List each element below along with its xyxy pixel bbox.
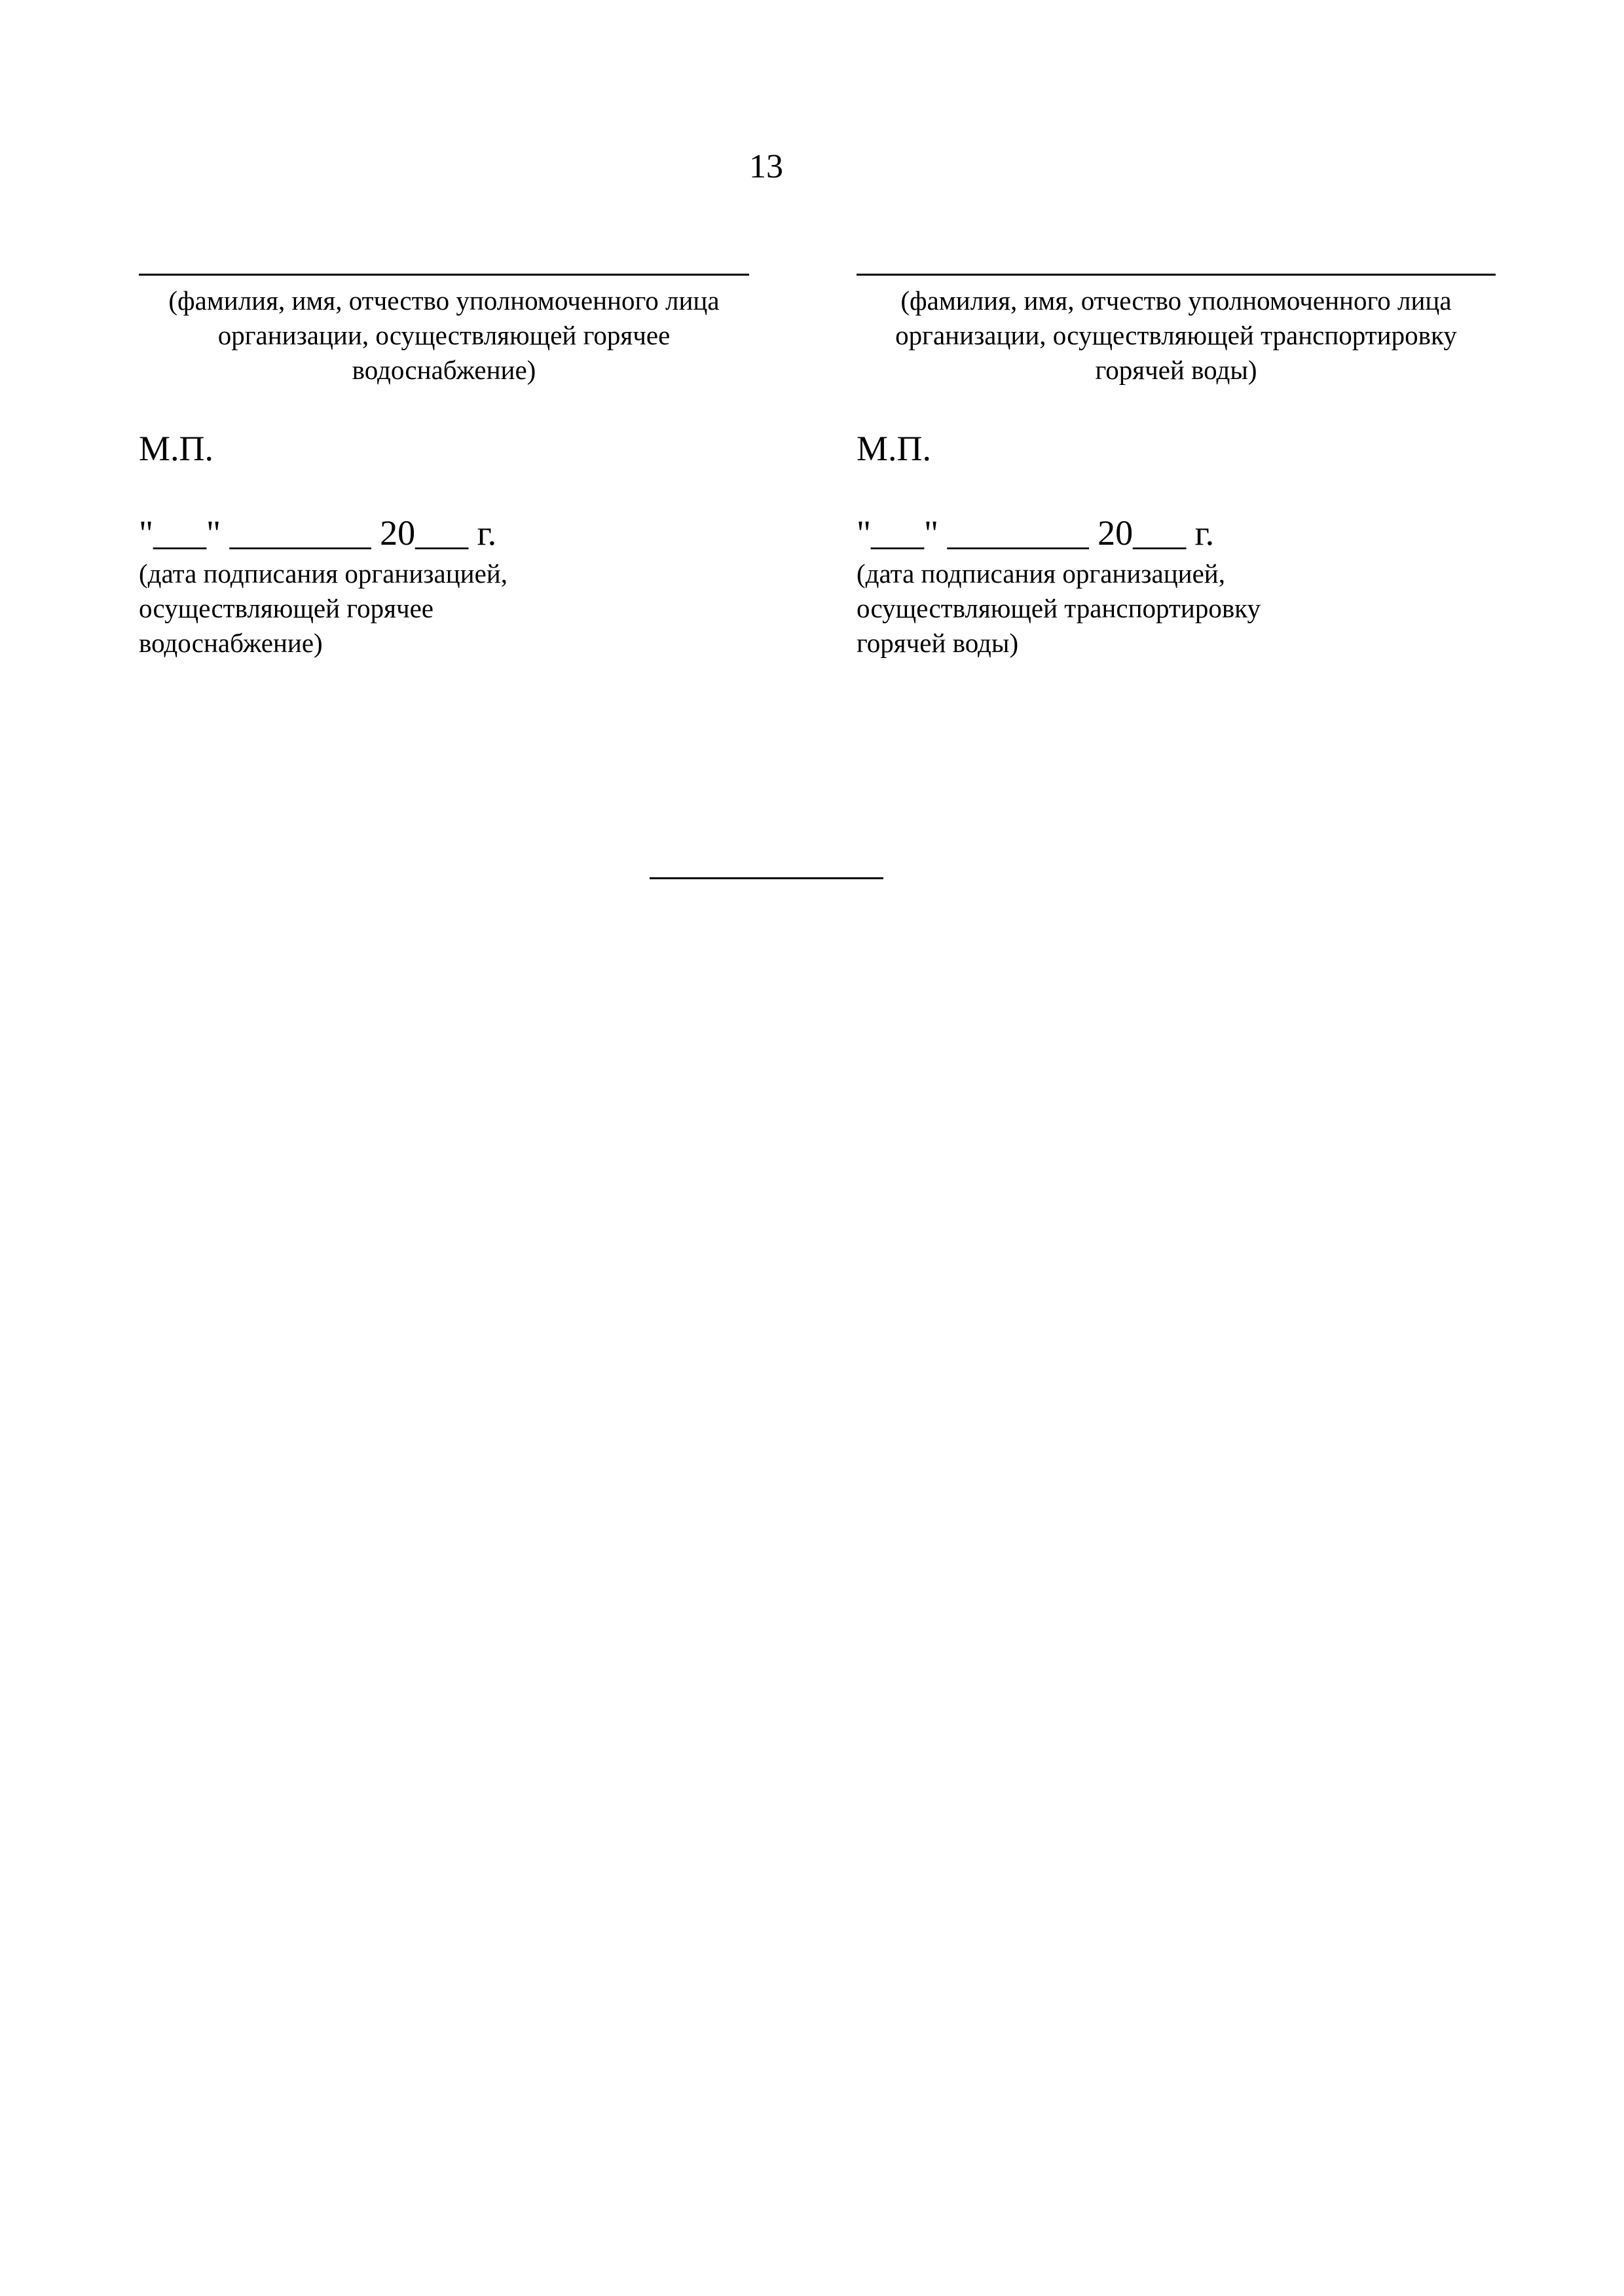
signing-date-caption: (дата подписания организацией, осуществляющей горячее водоснабжение) xyxy=(139,558,507,658)
signature-line xyxy=(857,274,1496,276)
stamp-placeholder: М.П. xyxy=(857,429,932,468)
signing-date-field: "___" ________ 20___ г. xyxy=(857,513,1215,553)
signatory-name-caption: (фамилия, имя, отчество уполномоченного лица организации, осуществляющей транспортировку горячей воды) xyxy=(895,285,1457,385)
signatory-name-caption: (фамилия, имя, отчество уполномоченного лица организации, осуществляющей горячее водоснабжение) xyxy=(168,285,720,385)
signature-block-hot-water-supplier xyxy=(139,274,749,661)
stamp-placeholder: М.П. xyxy=(139,429,214,468)
document-end-rule xyxy=(650,877,883,879)
signing-date-field: "___" ________ 20___ г. xyxy=(139,513,497,553)
page-number: 13 xyxy=(749,148,783,185)
signature-block-hot-water-transporter xyxy=(857,274,1496,661)
signature-line xyxy=(139,274,749,276)
signing-date-caption: (дата подписания организацией, осуществляющей транспортировку горячей воды) xyxy=(857,558,1261,658)
